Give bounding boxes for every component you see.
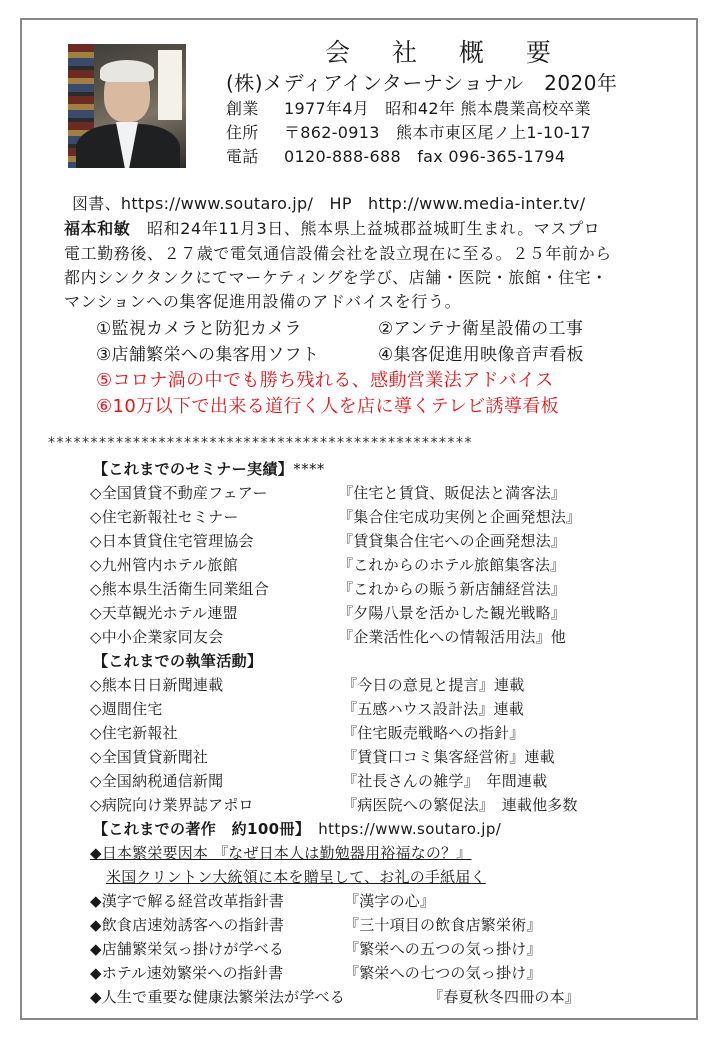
seminar-org: ◇熊本県生活衛生同業組合 xyxy=(90,580,269,598)
website-links[interactable]: 図書、https://www.soutaro.jp/ HP http://www.media-inter.tv/ xyxy=(72,194,586,213)
wall-sign xyxy=(158,50,182,120)
book-desc: ◆飲食店速効誘客への指針書 xyxy=(90,916,285,934)
writing-org: ◇全国賃貸新聞社 xyxy=(90,748,209,766)
seminar-org: ◇天草観光ホテル連盟 xyxy=(90,604,238,622)
book-desc: ◆人生で重要な健康法繁栄法が学べる xyxy=(90,988,345,1006)
founded-row xyxy=(226,98,591,120)
writing-heading: 【これまでの執筆活動】 xyxy=(93,652,263,670)
book-title: 『春夏秋冬四冊の本』 xyxy=(428,988,581,1006)
service-5: ⑤コロナ渦の中でも勝ち残れる、感動営業法アドバイス xyxy=(96,370,554,391)
founded-label: 創業 xyxy=(226,99,259,118)
seminar-topic: 『住宅と賃貸、販促法と満客法』 xyxy=(338,484,567,502)
bio-line-1-text: 昭和24年11月3日、熊本県上益城郡益城町生まれ。マスプロ xyxy=(130,219,601,238)
company-name: (株)メディアインターナショナル 2020年 xyxy=(226,71,618,95)
person-name: 福本和敏 xyxy=(64,219,131,238)
seminars-heading xyxy=(93,458,325,480)
star-divider: ************************************************** xyxy=(48,435,473,451)
founded-value: 1977年4月 昭和42年 熊本農業高校卒業 xyxy=(284,99,591,118)
featured-book: ◆日本繁栄要因本 『なぜ日本人は勤勉器用裕福なの？』 xyxy=(90,844,472,862)
books-heading xyxy=(93,818,501,840)
writing-topic: 『社長さんの雑学』 年間連載 xyxy=(342,772,548,790)
writing-org: ◇熊本日日新聞連載 xyxy=(90,676,224,694)
seminar-topic: 『夕陽八景を活かした観光戦略』 xyxy=(338,604,567,622)
address-row xyxy=(226,122,591,144)
seminar-org: ◇中小企業家同友会 xyxy=(90,628,224,646)
phone-label: 電話 xyxy=(226,147,259,166)
seminar-topic: 『集合住宅成功実例と企画発想法』 xyxy=(338,508,582,526)
bio-line-3: 都内シンクタンクにてマーケティングを学び、店舗・医院・旅館・住宅・ xyxy=(64,268,608,287)
writing-org: ◇病院向け業界誌アポロ xyxy=(90,796,254,814)
seminar-topic: 『これからのホテル旅館集客法』 xyxy=(338,556,566,574)
writing-topic: 『住宅販売戦略への指針』 xyxy=(342,724,525,742)
seminar-org: ◇九州管内ホテル旅館 xyxy=(90,556,238,574)
writing-topic: 『今日の意見と提言』連載 xyxy=(342,676,525,694)
service-3: ③店舗繁栄への集客用ソフト xyxy=(96,345,320,365)
service-4: ④集客促進用映像音声看板 xyxy=(378,345,584,365)
writing-org: ◇全国納税通信新聞 xyxy=(90,772,224,790)
book-desc: ◆漢字で解る経営改革指針書 xyxy=(90,892,285,910)
hair xyxy=(100,60,154,82)
seminars-heading-text: 【これまでのセミナー実績】 xyxy=(93,460,294,478)
phone-value: 0120-888-688 fax 096-365-1794 xyxy=(284,147,566,166)
writing-org: ◇週間住宅 xyxy=(90,700,163,718)
seminar-topic: 『企業活性化への情報活用法』他 xyxy=(338,628,567,646)
writing-topic: 『賃貸口コミ集客経営術』連載 xyxy=(342,748,555,766)
phone-row xyxy=(226,146,565,168)
bio-line-1 xyxy=(64,218,600,240)
book-title: 『繁栄への五つの気っ掛け』 xyxy=(344,940,542,958)
seminar-org: ◇全国賃貸不動産フェアー xyxy=(90,484,268,502)
book-title: 『繁栄への七つの気っ掛け』 xyxy=(344,964,542,982)
seminars-heading-stars: **** xyxy=(293,460,325,478)
bio-line-4: マンションへの集客促進用設備のアドバイスを行う。 xyxy=(64,292,462,311)
writing-topic: 『病医院への繁促法』 連載他多数 xyxy=(342,796,578,814)
books-heading-text: 【これまでの著作 約100冊】 xyxy=(93,820,303,838)
portrait-photo xyxy=(68,44,186,168)
writing-topic: 『五感ハウス設計法』連載 xyxy=(342,700,524,718)
book-desc: ◆店舗繁栄気っ掛けが学べる xyxy=(90,940,285,958)
address-value: 〒862-0913 熊本市東区尾ノ上1-10-17 xyxy=(284,123,591,142)
service-2: ②アンテナ衛星設備の工事 xyxy=(378,319,584,339)
book-desc: ◆ホテル速効繁栄への指針書 xyxy=(90,964,284,982)
seminar-topic: 『賃貸集合住宅への企画発想法』 xyxy=(338,532,567,550)
service-1: ①監視カメラと防犯カメラ xyxy=(96,319,302,339)
writing-org: ◇住宅新報社 xyxy=(90,724,178,742)
seminar-org: ◇日本賃貸住宅管理協会 xyxy=(90,532,254,550)
books-url-link[interactable]: https://www.soutaro.jp/ xyxy=(318,820,502,838)
book-title: 『三十項目の飲食店繁栄術』 xyxy=(344,916,542,934)
address-label: 住所 xyxy=(226,123,259,142)
seminar-topic: 『これからの賑う新店舗経営法』 xyxy=(338,580,567,598)
seminar-org: ◇住宅新報社セミナー xyxy=(90,508,239,526)
page-title: 会 社 概 要 xyxy=(325,38,568,67)
featured-book-note: 米国クリントン大統領に本を贈呈して、お礼の手紙届く xyxy=(106,868,486,886)
book-title: 『漢字の心』 xyxy=(344,892,436,910)
bio-line-2: 電工勤務後、２７歳で電気通信設備会社を設立現在に至る。２５年前から xyxy=(64,244,612,263)
service-6: ⑥10万以下で出来る道行く人を店に導くテレビ誘導看板 xyxy=(96,396,560,417)
